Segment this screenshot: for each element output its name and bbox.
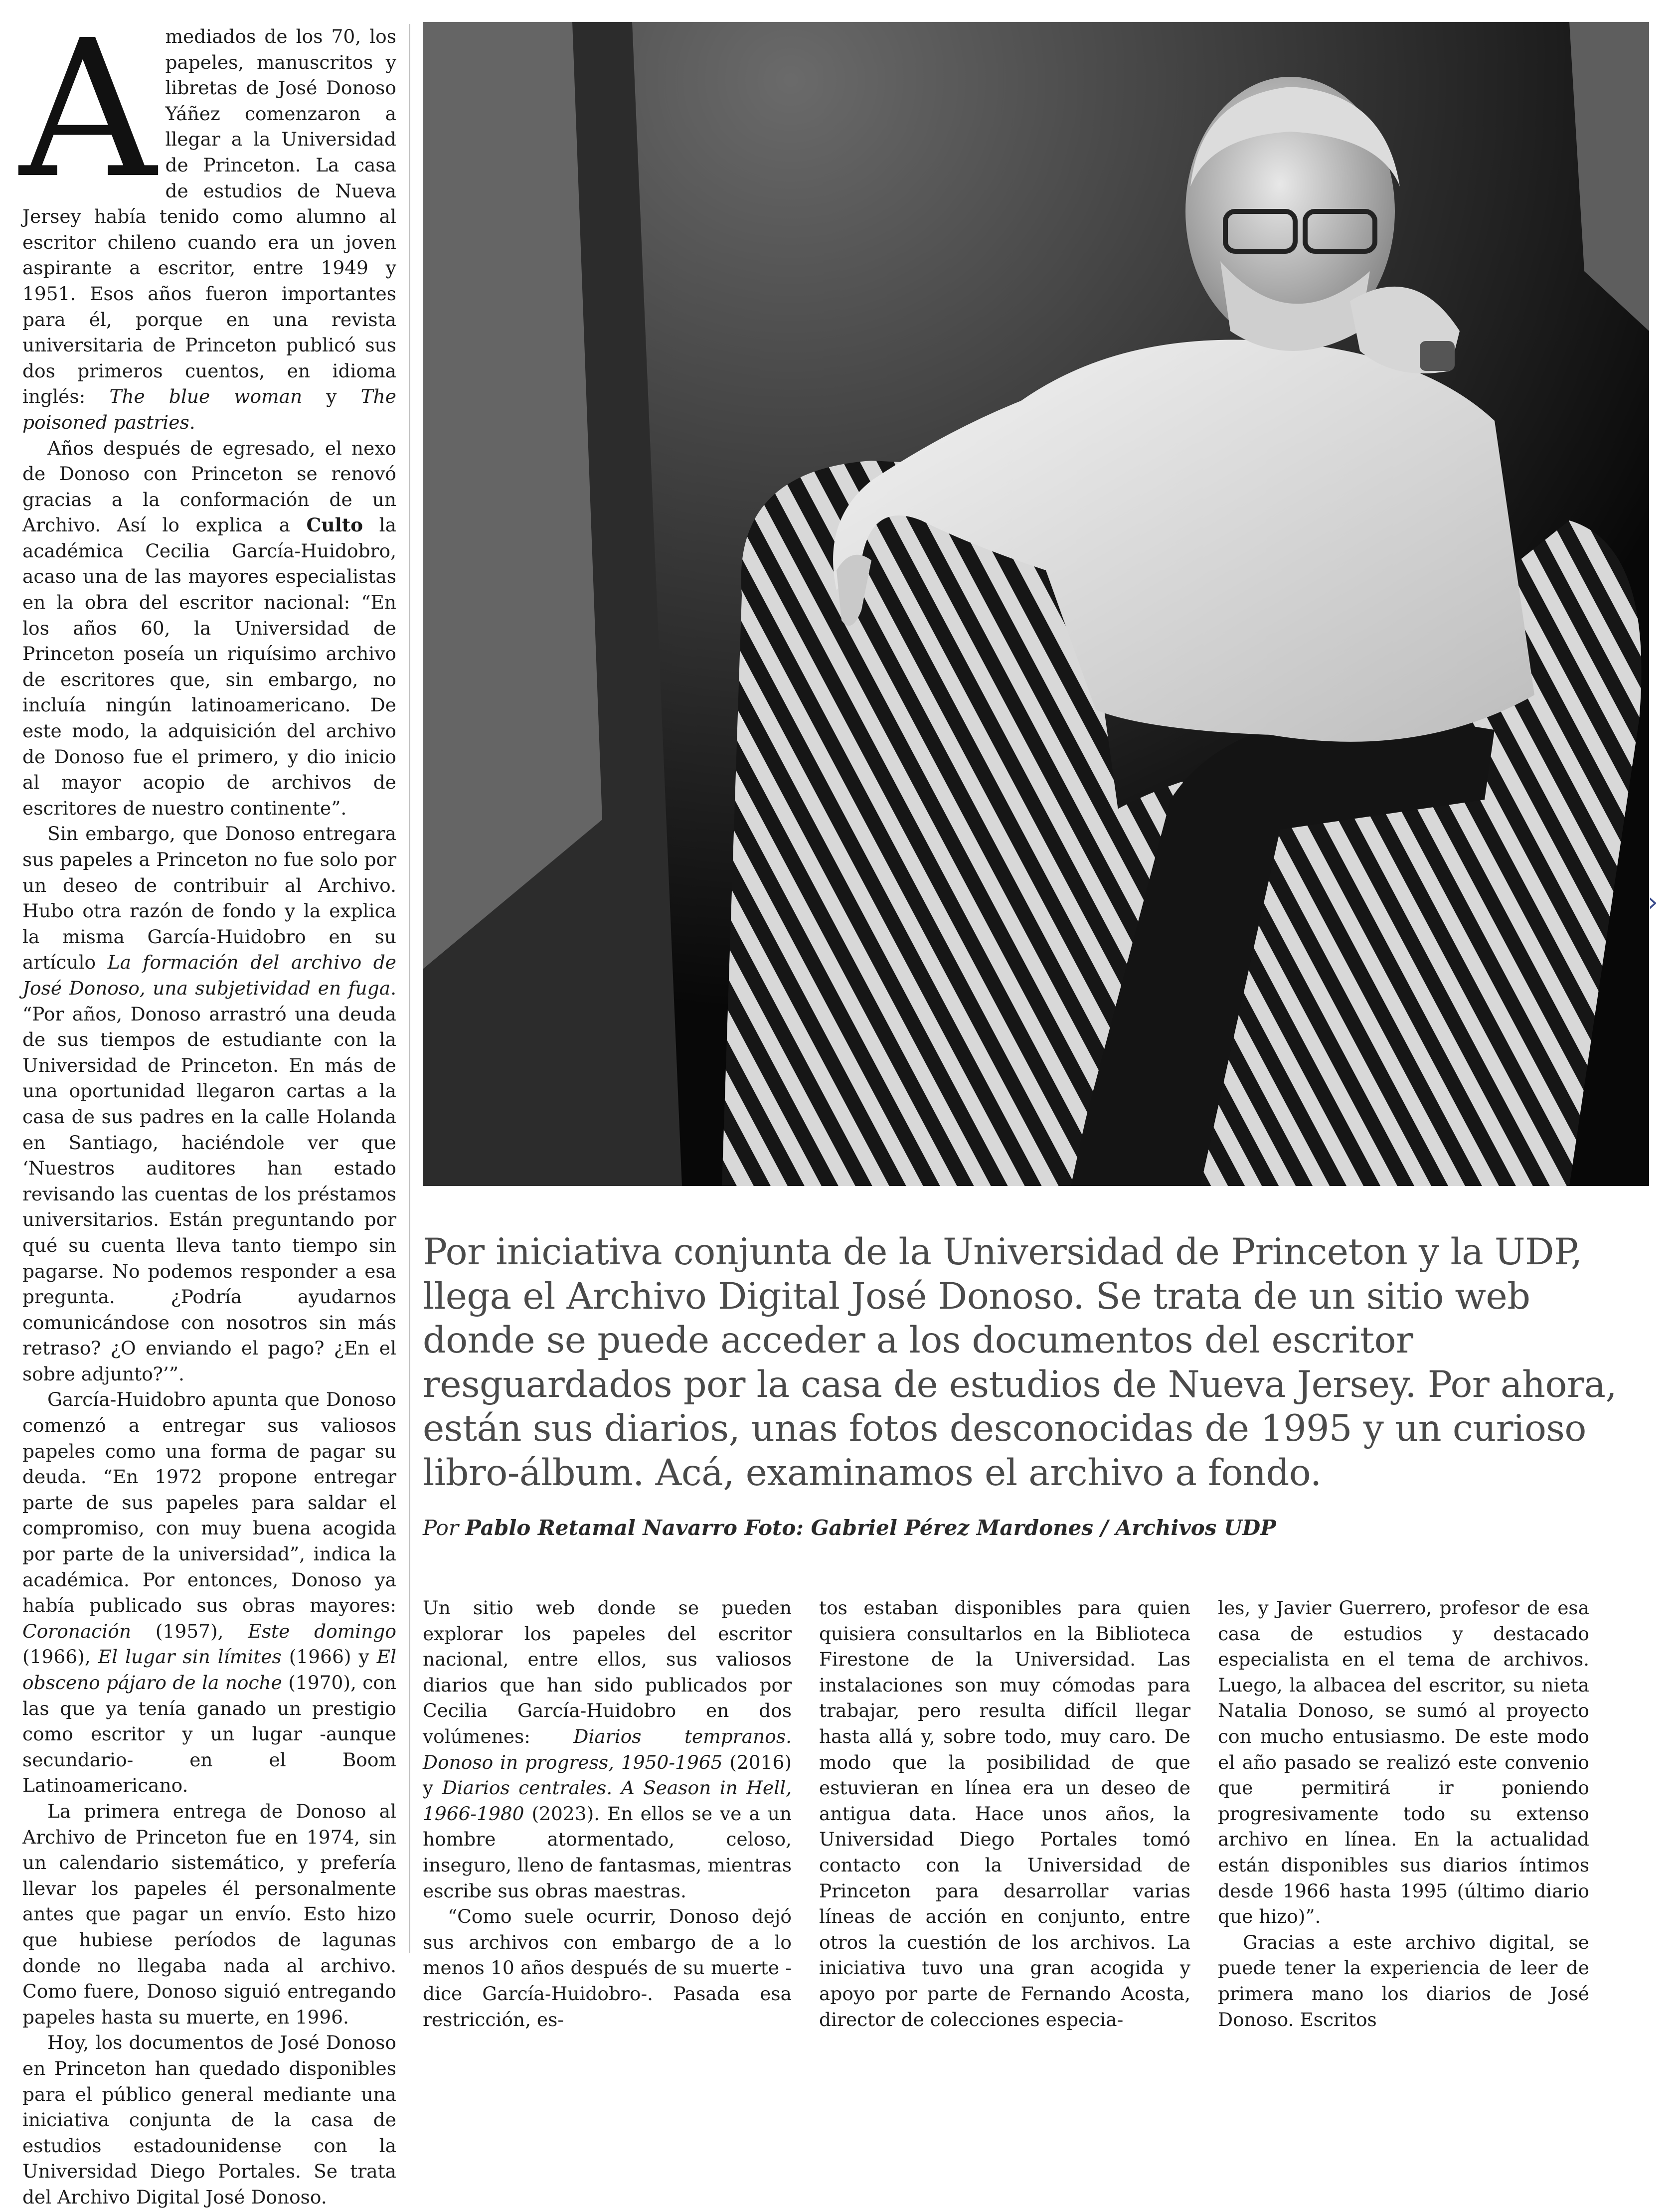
body-column-4 [1218,1595,1589,2033]
paragraph: Años después de egresado, el nexo de Donoso con Princeton se renovó gracias a la conformación de un Archivo. Así lo explica a Culto la académica Cecilia García-Huidobro, acaso una de las mayores especialistas en la obra del escritor nacional: “En los años 60, la Universidad de Princeton poseía un riquísimo archivo de escritores que, sin embargo, no incluía ningún latinoamericano. De este modo, la adquisición del archivo de Donoso fue el primero, y dio inicio al mayor acopio de archivos de escritores de nuestro continente”. [22,437,396,819]
portrait-illustration [423,22,1649,1186]
body-column-3 [819,1595,1190,2033]
paragraph: Gracias a este archivo digital, se puede tener la experiencia de leer de primera mano los diarios de José Donoso. Escritos [1218,1931,1589,2031]
byline-credits: Pablo Retamal Navarro Foto: Gabriel Pérez Mardones / Archivos UDP [465,1516,1276,1540]
body-column-2 [423,1595,792,2033]
paragraph: tos estaban disponibles para quien quisiera consultarlos en la Biblioteca Firestone de la Universidad. Las instalaciones son muy cómodas para trabajar, pero resulta difícil llegar hasta allá y, sobre todo, muy caro. De modo que la posibilidad de que estuvieran en línea era un deseo de antigua data. Hace unos años, la Universidad Diego Portales tomó contacto con la Universidad de Princeton para desarrollar varias líneas de acción en conjunto, entre otros la cuestión de los archivos. La iniciativa tuvo una gran acogida y apoyo por parte de Fernando Acosta, director de colecciones especia- [819,1597,1190,2031]
paragraph: La primera entrega de Donoso al Archivo de Princeton fue en 1974, sin un calendario sistemático, y prefería llevar los papeles él personalmente antes que pagar un envío. Esto hizo que hubiese períodos de lagunas donde no llegaba nada al archivo. Como fuere, Donoso siguió entregando papeles hasta su muerte, en 1996. [22,1800,396,2028]
byline: Por Pablo Retamal Navarro Foto: Gabriel Pérez Mardones / Archivos UDP [423,1516,1276,1540]
drop-cap: A [19,0,157,220]
column-divider [409,24,410,1953]
paragraph: “Como suele ocurrir, Donoso dejó sus archivos con embargo de a lo menos 10 años después de su muerte -dice García-Huidobro-. Pasada esa restricción, es- [423,1905,792,2031]
opening-paragraph: Amediados de los 70, los papeles, manuscritos y libretas de José Donoso Yáñez comenzaron a llegar a la Universidad de Princeton. La casa de estudios de Nueva Jersey había tenido como alumno al escritor chileno cuando era un joven aspirante a escritor, entre 1949 y 1951. Esos años fueron importantes para él, porque en una revista universitaria de Princeton publicó sus dos primeros cuentos, en idioma inglés: The blue woman y The poisoned pastries. [19,0,396,433]
portrait-photo [423,22,1649,1186]
left-column [19,0,396,2210]
paragraph: les, y Javier Guerrero, profesor de esa casa de estudios y destacado especialista en el tema de archivos. Luego, la albacea del escritor, su nieta Natalia Donoso, se sumó al proyecto con mucho entusiasmo. De este modo el año pasado se realizó este convenio que permitirá ir poniendo progresivamente todo su extenso archivo en línea. En la actualidad están disponibles sus diarios íntimos desde 1966 hasta 1995 (último diario que hizo)”. [1218,1597,1589,1928]
chevron-right-icon[interactable]: › [1648,887,1658,917]
paragraph: Sin embargo, que Donoso entregara sus papeles a Princeton no fue solo por un deseo de contribuir al Archivo. Hubo otra razón de fondo y la explica la misma García-Huidobro en su artículo La formación del archivo de José Donoso, una subjetividad en fuga. “Por años, Donoso arrastró una deuda de sus tiempos de estudiante con la Universidad de Princeton. En más de una oportunidad llegaron cartas a la casa de sus padres en la calle Holanda en Santiago, haciéndole ver que ‘Nuestros auditores han estado revisando las cuentas de los préstamos universitarios. Están preguntando por qué su cuenta lleva tanto tiempo sin pagarse. No podemos responder a esa pregunta. ¿Podría ayudarnos comunicándose con nosotros sin más retraso? ¿O enviando el pago? ¿En el sobre adjunto?’”. [22,823,396,1385]
paragraph: García-Huidobro apunta que Donoso comenzó a entregar sus valiosos papeles como una forma de pagar su deuda. “En 1972 propone entregar parte de sus papeles para saldar el compromiso, con muy buena acogida por parte de la universidad”, indica la académica. Por entonces, Donoso ya había publicado sus obras mayores: Coronación (1957), Este domingo (1966), El lugar sin límites (1966) y El obsceno pájaro de la noche (1970), con las que ya tenía ganado un prestigio como escritor y un lugar -aunque secundario- en el Boom Latinoamericano. [22,1388,396,1797]
paragraph: Hoy, los documentos de José Donoso en Princeton han quedado disponibles para el público general mediante una iniciativa conjunta de la casa de estudios estadounidense con la Universidad Diego Portales. Se trata del Archivo Digital José Donoso. [22,2032,396,2208]
article-lede: Por iniciativa conjunta de la Universidad de Princeton y la UDP, llega el Archivo Digital José Donoso. Se trata de un sitio web donde se puede acceder a los documentos del escritor resguardados por la casa de estudios de Nueva Jersey. Por ahora, están sus diarios, unas fotos desconocidas de 1995 y un curioso libro-álbum. Acá, examinamos el archivo a fondo. [423,1231,1617,1494]
culto-brand: Culto [306,514,363,536]
paragraph: Un sitio web donde se pueden explorar los papeles del escritor nacional, entre ellos, sus valiosos diarios que han sido publicados por Cecilia García-Huidobro en dos volúmenes: Diarios tempranos. Donoso in progress, 1950-1965 (2016) y Diarios centrales. A Season in Hell, 1966-1980 (2023). En ellos se ve a un hombre atormentado, celoso, inseguro, lleno de fantasmas, mientras escribe sus obras maestras. [423,1597,792,1902]
